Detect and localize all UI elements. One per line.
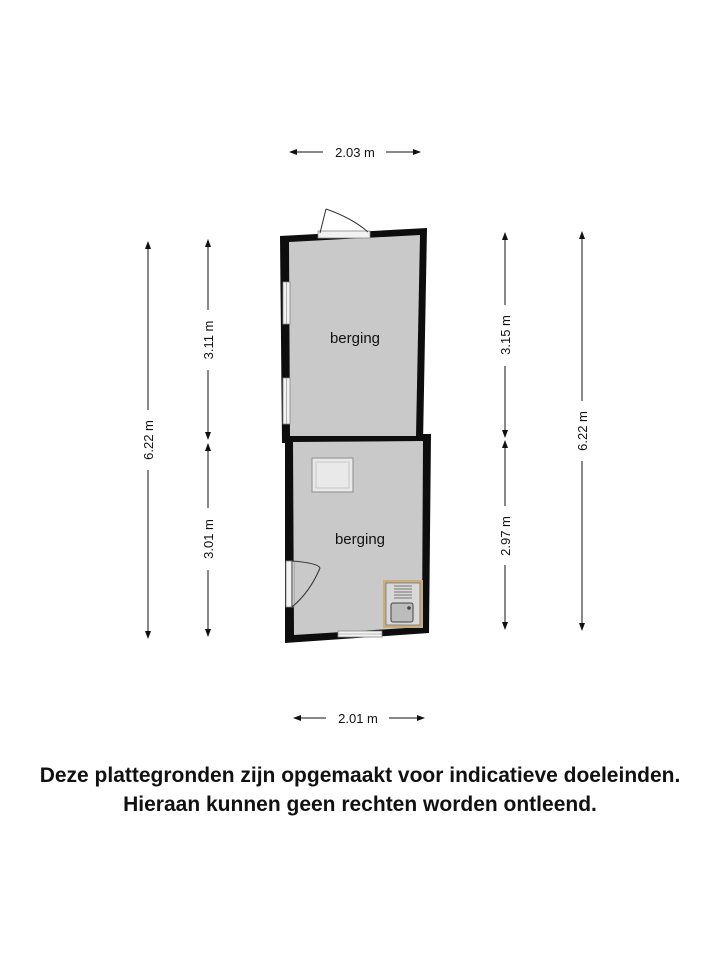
disclaimer-line-2: Hieraan kunnen geen rechten worden ontleend. bbox=[123, 793, 597, 816]
disclaimer-line-1: Deze plattegronden zijn opgemaakt voor indicatieve doeleinden. bbox=[39, 764, 681, 787]
skylight bbox=[312, 458, 353, 492]
room-label-upper: berging bbox=[329, 330, 381, 347]
right-total-label: 6.22 m bbox=[575, 411, 590, 451]
room-label-lower: berging bbox=[334, 531, 386, 548]
top-door-leaf bbox=[320, 209, 326, 233]
bottom-width-label: 2.01 m bbox=[338, 711, 378, 726]
left-upper-label: 3.11 m bbox=[201, 320, 216, 360]
right-upper-label: 3.15 m bbox=[498, 315, 513, 355]
top-width-label: 2.03 m bbox=[335, 145, 375, 160]
top-door-swing bbox=[326, 209, 368, 232]
side-door-opening bbox=[286, 561, 294, 607]
sink-icon bbox=[391, 603, 413, 622]
left-total-label: 6.22 m bbox=[141, 420, 156, 460]
left-lower-label: 3.01 m bbox=[201, 519, 216, 559]
right-lower-label: 2.97 m bbox=[498, 516, 513, 556]
top-door-opening bbox=[318, 231, 370, 238]
